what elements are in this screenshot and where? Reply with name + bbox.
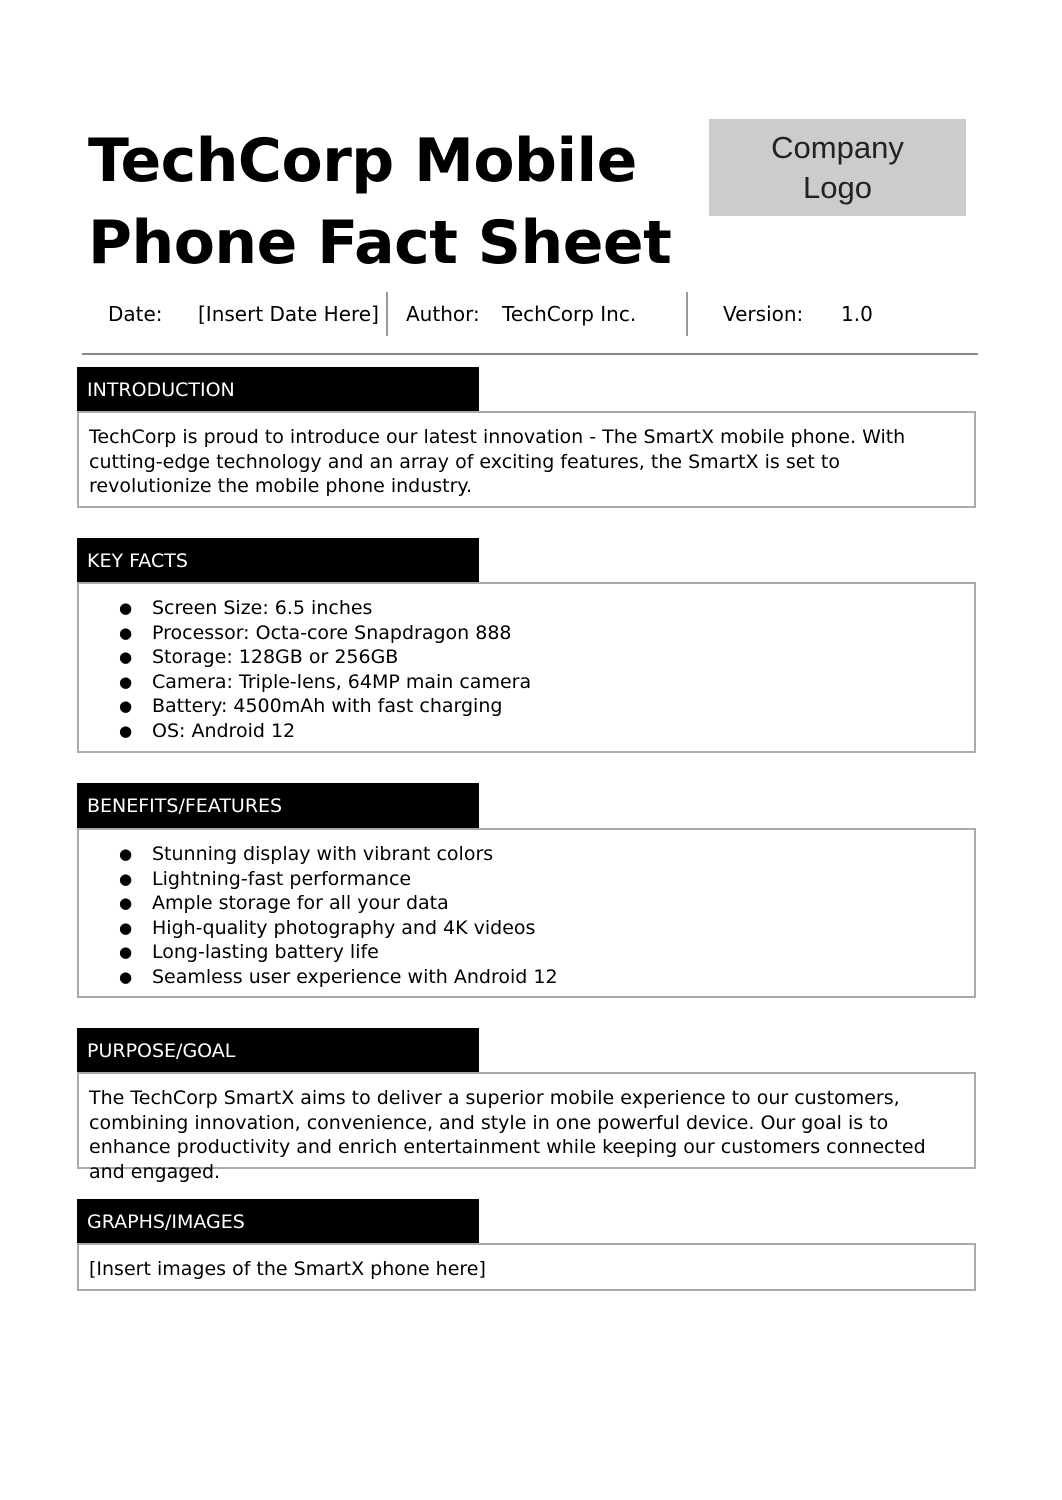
date-value: [Insert Date Here] xyxy=(198,302,379,326)
company-logo-placeholder: Company Logo xyxy=(709,119,966,216)
key-facts-header: KEY FACTS xyxy=(77,538,479,584)
header-rule xyxy=(82,353,978,355)
introduction-text: TechCorp is proud to introduce our latest innovation - The SmartX mobile phone. With cutting-edge technology and an array of exciting features, the SmartX is set to revolutionize the mobile phone industry. xyxy=(89,426,906,498)
purpose-header: PURPOSE/GOAL xyxy=(77,1028,479,1074)
list-item: ● Stunning display with vibrant colors xyxy=(119,842,964,867)
date-label: Date: xyxy=(108,302,163,326)
introduction-header: INTRODUCTION xyxy=(77,367,479,413)
list-item: ● OS: Android 12 xyxy=(119,719,964,744)
graphs-header: GRAPHS/IMAGES xyxy=(77,1199,479,1245)
title-line-2: Phone Fact Sheet xyxy=(88,208,672,278)
list-item: ● Battery: 4500mAh with fast charging xyxy=(119,694,964,719)
list-item: ● Processor: Octa-core Snapdragon 888 xyxy=(119,621,964,646)
graphs-box xyxy=(77,1243,976,1291)
introduction-box xyxy=(77,411,976,508)
graphs-placeholder-text: [Insert images of the SmartX phone here] xyxy=(89,1258,486,1280)
key-facts-box xyxy=(77,582,976,753)
title-line-1: TechCorp Mobile xyxy=(88,126,637,196)
meta-divider xyxy=(386,292,388,336)
benefits-box xyxy=(77,828,976,998)
page-title xyxy=(88,120,688,284)
benefits-list xyxy=(89,842,964,990)
author-value: TechCorp Inc. xyxy=(502,302,637,326)
document-meta-row xyxy=(0,292,1062,336)
purpose-text: The TechCorp SmartX aims to deliver a superior mobile experience to our customers, combining innovation, convenience, and style in one powerful device. Our goal is to enhance productivity and enrich entertainment while keeping our customers connected and engaged. xyxy=(89,1087,926,1183)
purpose-box xyxy=(77,1072,976,1183)
list-item: ● Ample storage for all your data xyxy=(119,891,964,916)
list-item: ● High-quality photography and 4K videos xyxy=(119,916,964,941)
version-value: 1.0 xyxy=(841,302,873,326)
list-item: ● Seamless user experience with Android 12 xyxy=(119,965,964,990)
author-label: Author: xyxy=(406,302,480,326)
list-item: ● Long-lasting battery life xyxy=(119,940,964,965)
key-facts-list xyxy=(89,596,964,744)
list-item: ● Screen Size: 6.5 inches xyxy=(119,596,964,621)
meta-divider xyxy=(686,292,688,336)
benefits-header: BENEFITS/FEATURES xyxy=(77,783,479,829)
list-item: ● Lightning-fast performance xyxy=(119,867,964,892)
list-item: ● Storage: 128GB or 256GB xyxy=(119,645,964,670)
list-item: ● Camera: Triple-lens, 64MP main camera xyxy=(119,670,964,695)
version-label: Version: xyxy=(723,302,804,326)
